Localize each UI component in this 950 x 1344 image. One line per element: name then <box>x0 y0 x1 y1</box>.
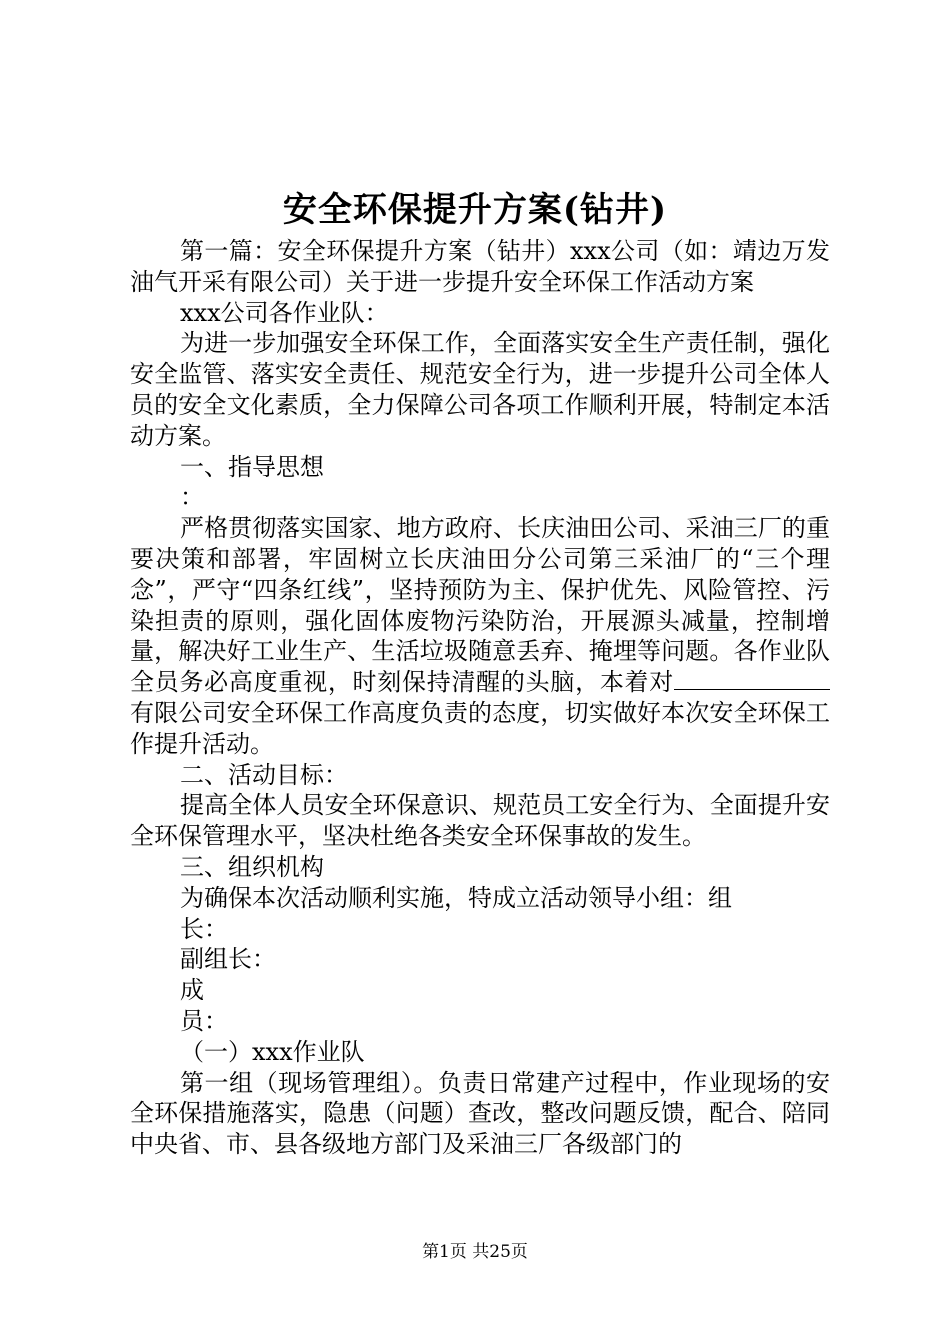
heading-activity-goal: 二、活动目标： <box>180 760 348 789</box>
paragraph-organization: 为确保本次活动顺利实施，特成立活动领导小组：组 <box>180 883 732 912</box>
paragraph-purpose: 为进一步加强安全环保工作，全面落实安全生产责任制，强化安全监管、落实安全责任、规范安全行为，进一步提升公司全体人员的安全文化素质，全力保障公司各项工作顺利开展，特制定本活动方案。 <box>130 329 830 450</box>
paragraph-group-one: 第一组（现场管理组）。负责日常建产过程中，作业现场的安全环保措施落实，隐患（问题）查改，整改问题反馈，配合、陪同中央省、市、县各级地方部门及采油三厂各级部门的 <box>130 1068 830 1159</box>
blank-underline <box>674 667 830 690</box>
guiding-text-part1: 严格贯彻落实国家、地方政府、长庆油田公司、采油三厂的重要决策和部署，牢固树立长庆油田分公司第三采油厂的“三个理念”，严守“四条红线”，坚持预防为主、保护优先、风险管控、污染担责的原则，强化固体废物污染防治，开展源头减量，控制增量，解决好工业生产、生活垃圾随意丢弃、掩埋等问题。各作业队全员务必高度重视，时刻保持清醒的头脑，本着对 <box>130 514 830 697</box>
heading-guiding-thought: 一、指导思想 <box>180 452 324 481</box>
document-body <box>130 236 830 1160</box>
guiding-text-part2: 有限公司安全环保工作高度负责的态度，切实做好本次安全环保工作提升活动。 <box>130 698 830 758</box>
document-title: 安全环保提升方案(钻井) <box>282 190 668 230</box>
heading-organization: 三、组织机构 <box>180 852 324 881</box>
paragraph-activity-goal: 提高全体人员安全环保意识、规范员工安全行为、全面提升安全环保管理水平，坚决杜绝各类安全环保事故的发生。 <box>130 791 830 851</box>
paragraph-colon: ： <box>180 483 204 512</box>
paragraph-intro: 第一篇：安全环保提升方案（钻井）xxx公司（如：靖边万发油气开采有限公司）关于进一步提升安全环保工作活动方案 <box>130 237 830 296</box>
paragraph-members-1: 成 <box>180 976 204 1005</box>
paragraph-guiding-content <box>130 513 830 759</box>
paragraph-salutation: xxx公司各作业队： <box>180 298 389 327</box>
paragraph-members-2: 员： <box>180 1006 228 1035</box>
paragraph-leader: 长： <box>180 914 228 943</box>
paragraph-deputy-leader: 副组长： <box>180 945 276 974</box>
page-footer: 第1页 共25页 <box>422 1242 528 1262</box>
heading-team: （一）xxx作业队 <box>180 1037 365 1066</box>
